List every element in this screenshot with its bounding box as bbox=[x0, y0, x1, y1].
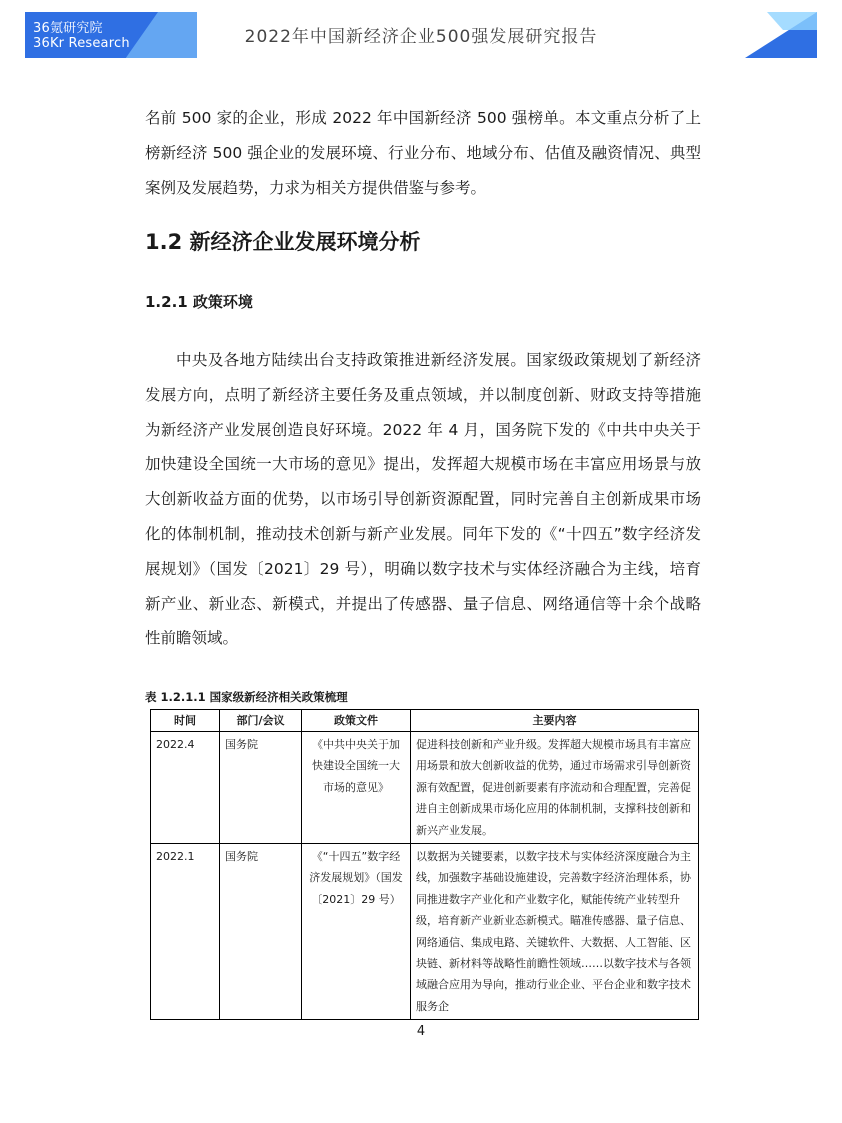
intro-paragraph: 名前 500 家的企业，形成 2022 年中国新经济 500 强榜单。本文重点分析了上榜新经济 500 强企业的发展环境、行业分布、地域分布、估值及融资情况、典型案例及发展趋势，力求为相关方提供借鉴与参考。 bbox=[145, 109, 701, 197]
corner-decoration-icon bbox=[745, 12, 817, 58]
table-header-row bbox=[151, 710, 699, 732]
policy-table bbox=[150, 709, 699, 1020]
cell-content: 促进科技创新和产业升级。发挥超大规模市场具有丰富应用场景和放大创新收益的优势，通过市场需求引导创新资源有效配置，促进创新要素有序流动和合理配置，完善促进自主创新成果市场化应用的体制机制，支撑科技创新和新兴产业发展。 bbox=[411, 732, 699, 844]
policy-paragraph: 中央及各地方陆续出台支持政策推进新经济发展。国家级政策规划了新经济发展方向，点明了新经济主要任务及重点领域，并以制度创新、财政支持等措施为新经济产业发展创造良好环境。2022 年 4 月，国务院下发的《中共中央关于加快建设全国统一大市场的意见》提出，发挥超大规模市场在丰富应用场景与放大创新收益方面的优势，以市场引导创新资源配置，同时完善自主创新成果市场化的体制机制，推动技术创新与新产业发展。同年下发的《“十四五”数字经济发展规划》（国发〔2021〕29 号），明确以数字技术与实体经济融合为主线，培育新产业、新业态、新模式，并提出了传感器、量子信息、网络通信等十余个战略性前瞻领域。 bbox=[145, 351, 701, 648]
cell-department: 国务院 bbox=[220, 732, 302, 844]
table-row bbox=[151, 844, 699, 1020]
subsection-heading: 1.2.1 政策环境 bbox=[145, 293, 253, 311]
cell-department: 国务院 bbox=[220, 844, 302, 1020]
report-header-title: 2022年中国新经济企业500强发展研究报告 bbox=[244, 27, 598, 47]
cell-content: 以数据为关键要素，以数字技术与实体经济深度融合为主线，加强数字基础设施建设，完善数字经济治理体系，协同推进数字产业化和产业数字化，赋能传统产业转型升级，培育新产业新业态新模式。瞄准传感器、量子信息、网络通信、集成电路、关键软件、大数据、人工智能、区块链、新材料等战略性前瞻性领域……以数字技术与各领域融合应用为导向，推动行业企业、平台企业和数字技术服务企 bbox=[411, 844, 699, 1020]
column-header-document: 政策文件 bbox=[302, 710, 411, 732]
cell-document: 《中共中央关于加快建设全国统一大市场的意见》 bbox=[302, 732, 411, 844]
cell-time: 2022.4 bbox=[151, 732, 220, 844]
table-caption: 表 1.2.1.1 国家级新经济相关政策梳理 bbox=[145, 690, 348, 704]
page-number: 4 bbox=[416, 1024, 426, 1039]
column-header-time: 时间 bbox=[151, 710, 220, 732]
column-header-content: 主要内容 bbox=[411, 710, 699, 732]
column-header-department: 部门/会议 bbox=[220, 710, 302, 732]
section-heading: 1.2 新经济企业发展环境分析 bbox=[145, 230, 421, 254]
logo-name-en: 36Kr Research bbox=[33, 36, 130, 51]
table-row bbox=[151, 732, 699, 844]
cell-time: 2022.1 bbox=[151, 844, 220, 1020]
logo-name-cn: 36氪研究院 bbox=[33, 21, 103, 36]
cell-document: 《“十四五”数字经济发展规划》（国发〔2021〕29 号） bbox=[302, 844, 411, 1020]
